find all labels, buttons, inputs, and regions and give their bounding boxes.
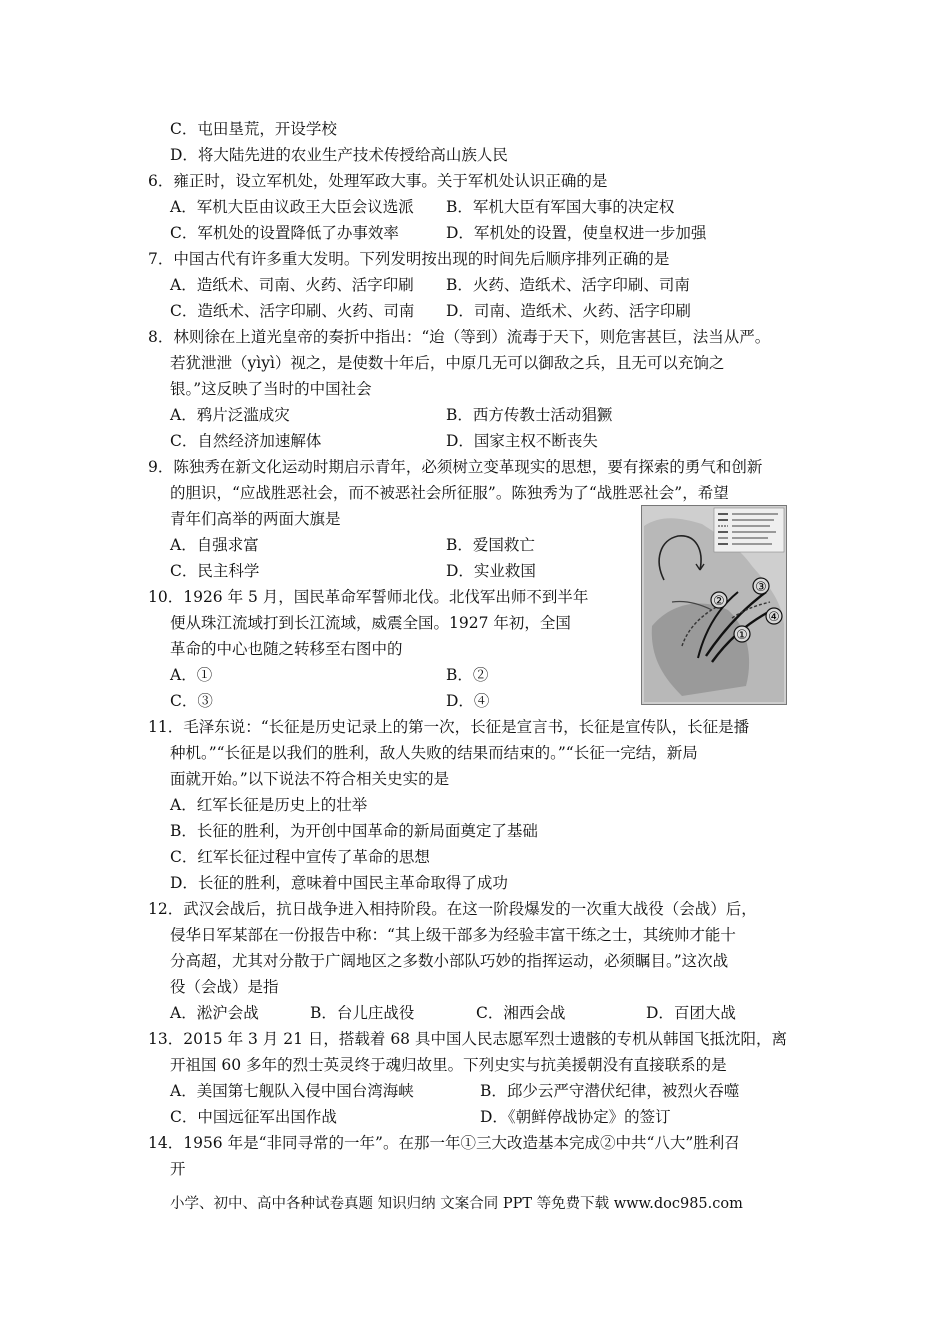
option-text: B．邱少云严守潜伏纪律，被烈火吞噬	[480, 1082, 740, 1100]
map-marker-4: ④	[768, 610, 780, 625]
map-graphic	[642, 506, 786, 704]
option-text: D．《朝鲜停战协定》的签订	[480, 1108, 671, 1126]
option-text: D．实业救国	[446, 562, 536, 580]
map-marker-3: ③	[755, 580, 767, 595]
option-text: D．将大陆先进的农业生产技术传授给高山族人民	[170, 146, 508, 164]
question-stem: 便从珠江流域打到长江流域，威震全国。1927 年初，全国	[170, 614, 571, 632]
question-stem: 银。”这反映了当时的中国社会	[170, 380, 372, 398]
option-text: C．造纸术、活字印刷、火药、司南	[170, 302, 415, 320]
option-text: C．湘西会战	[476, 1004, 566, 1022]
option-text: B．②	[446, 666, 489, 684]
question-stem: 革命的中心也随之转移至右图中的	[170, 640, 403, 658]
question-stem: 面就开始。”以下说法不符合相关史实的是	[170, 770, 450, 788]
question-stem: 役（会战）是指	[170, 978, 279, 996]
question-stem: 的胆识，“应战胜恶社会，而不被恶社会所征服”。陈独秀为了“战胜恶社会”，希望	[170, 484, 729, 502]
question-stem: 青年们高举的两面大旗是	[170, 510, 341, 528]
option-text: C．自然经济加速解体	[170, 432, 322, 450]
question-stem: 9．陈独秀在新文化运动时期启示青年，必须树立变革现实的思想，要有探索的勇气和创新	[148, 458, 763, 476]
option-text: B．西方传教士活动猖獗	[446, 406, 613, 424]
option-text: A．①	[170, 666, 213, 684]
option-text: A．军机大臣由议政王大臣会议选派	[170, 198, 414, 216]
option-text: B．爱国救亡	[446, 536, 535, 554]
option-text: A．淞沪会战	[170, 1004, 259, 1022]
question-stem: 7．中国古代有许多重大发明。下列发明按出现的时间先后顺序排列正确的是	[148, 250, 670, 268]
map-marker-2: ②	[713, 594, 725, 609]
option-text: C．民主科学	[170, 562, 260, 580]
question-stem: 11．毛泽东说：“长征是历史记录上的第一次，长征是宣言书，长征是宣传队，长征是播	[148, 718, 750, 736]
option-text: B．台儿庄战役	[310, 1004, 415, 1022]
option-text: A．美国第七舰队入侵中国台湾海峡	[170, 1082, 414, 1100]
question-stem: 若犹泄泄（yìyì）视之，是使数十年后，中原几无可以御敌之兵，且无可以充饷之	[170, 354, 725, 372]
option-text: A．鸦片泛滥成灾	[170, 406, 290, 424]
option-text: A．红军长征是历史上的壮举	[170, 796, 368, 814]
option-text: A．自强求富	[170, 536, 259, 554]
map-marker-1: ①	[736, 628, 748, 643]
question-stem: 开	[170, 1160, 186, 1178]
question-stem: 侵华日军某部在一份报告中称：“其上级干部多为经验丰富干练之士，其统帅才能十	[170, 926, 736, 944]
option-text: D．国家主权不断丧失	[446, 432, 598, 450]
option-text: D．军机处的设置，使皇权进一步加强	[446, 224, 707, 242]
option-text: D．百团大战	[646, 1004, 736, 1022]
option-text: D．④	[446, 692, 490, 710]
question-stem: 13．2015 年 3 月 21 日，搭载着 68 具中国人民志愿军烈士遗骸的专机从韩国飞抵沈阳，离	[148, 1030, 787, 1048]
option-text: D．长征的胜利，意味着中国民主革命取得了成功	[170, 874, 508, 892]
option-text: B．长征的胜利，为开创中国革命的新局面奠定了基础	[170, 822, 538, 840]
northern-expedition-map	[641, 505, 787, 705]
question-stem: 开祖国 60 多年的烈士英灵终于魂归故里。下列史实与抗美援朝没有直接联系的是	[170, 1056, 727, 1074]
option-text: C．红军长征过程中宣传了革命的思想	[170, 848, 430, 866]
option-text: B．火药、造纸术、活字印刷、司南	[446, 276, 690, 294]
question-stem: 10．1926 年 5 月，国民革命军誓师北伐。北伐军出师不到半年	[148, 588, 589, 606]
option-text: B．军机大臣有军国大事的决定权	[446, 198, 675, 216]
question-stem: 12．武汉会战后，抗日战争进入相持阶段。在这一阶段爆发的一次重大战役（会战）后，	[148, 900, 757, 918]
option-text: D．司南、造纸术、火药、活字印刷	[446, 302, 691, 320]
option-text: C．中国远征军出国作战	[170, 1108, 337, 1126]
option-text: C．屯田垦荒，开设学校	[170, 120, 337, 138]
question-stem: 6．雍正时，设立军机处，处理军政大事。关于军机处认识正确的是	[148, 172, 608, 190]
question-stem: 14．1956 年是“非同寻常的一年”。在那一年①三大改造基本完成②中共“八大”胜利召	[148, 1134, 740, 1152]
option-text: C．③	[170, 692, 213, 710]
question-stem: 种机。”“长征是以我们的胜利，敌人失败的结果而结束的。”“长征一完结，新局	[170, 744, 698, 762]
question-stem: 分高超，尤其对分散于广阔地区之多数小部队巧妙的指挥运动，必须瞩目。”这次战	[170, 952, 729, 970]
page-footer: 小学、初中、高中各种试卷真题 知识归纳 文案合同 PPT 等免费下载 www.doc985.com	[170, 1196, 743, 1212]
question-stem: 8．林则徐在上道光皇帝的奏折中指出：“迨（等到）流毒于天下，则危害甚巨，法当从严。	[148, 328, 771, 346]
option-text: C．军机处的设置降低了办事效率	[170, 224, 399, 242]
option-text: A．造纸术、司南、火药、活字印刷	[170, 276, 414, 294]
